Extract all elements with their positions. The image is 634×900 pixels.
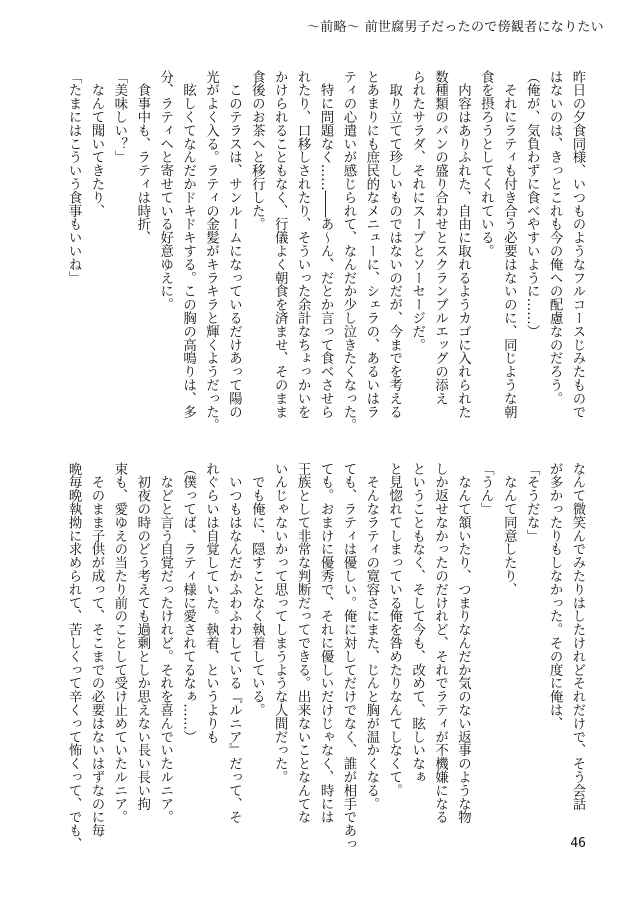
text-line: 昨日の夕食同様、いつものようなフルコースじみたもので: [570, 70, 585, 419]
text-line: れぐらいは自覚していた。執着、というよりも: [203, 462, 219, 744]
text-line: 「そうだな」: [524, 462, 540, 543]
text-line: それにラティも付き合う必要はないのに、同じような朝: [501, 70, 517, 419]
text-line: 分、ラティへと寄せている好意ゆえに。: [157, 70, 173, 312]
text-line: ても。おまけに優秀で、それに優しいだけじゃなく、時には: [318, 462, 334, 824]
text-line: 初夜の時のどう考えても過剰としか思えない長い長い拘: [134, 462, 150, 811]
text-line: なんて聞いてきたり、: [88, 70, 104, 218]
page-number: 46: [570, 836, 586, 851]
upper-text-block: [66, 70, 588, 432]
text-line: なんて微笑んでみたりはしたけれどそれだけで、そう会話: [570, 462, 585, 811]
text-line: いつもはなんだかふわふわしている『ルニア』だって、そ: [226, 462, 242, 824]
text-line: 数種類のパンの盛り合わせとスクランブルエッグの添え: [432, 70, 448, 405]
text-line: 王族として非常な判断だってできる。出来ないことなんてな: [295, 462, 311, 824]
text-line: かけられることもなく、行儀よく朝食を済ませ、そのまま: [272, 70, 288, 419]
text-line: 内容はありふれた、自由に取れるようカゴに入れられた: [455, 70, 471, 419]
text-line: と見惚れてしまっている俺を咎めたりなんてしなくて。: [386, 462, 402, 797]
text-line: いんじゃないかって思ってしまうような人間だった。: [272, 462, 288, 784]
text-line: はないのは、きっとこれも今の俺への配慮なのだろう。: [547, 70, 563, 405]
text-line: （僕ってば、ラティ様に愛されてるなぁ……）: [180, 462, 196, 744]
text-line: 食後のお茶へと移行した。: [249, 70, 265, 231]
text-line: とあまりにも庶民的なメニューに、シェラの、あるいはラ: [363, 70, 379, 419]
text-line: 「美味しい？」: [111, 70, 127, 164]
text-line: 光がよく入る。ラティの金髪がキラキラと輝くようだった。: [203, 70, 219, 432]
text-line: そんなラティの寛容さにまた、じんと胸が温かくなる。: [363, 462, 379, 811]
text-line: られたサラダ、それにスープとソーセージだ。: [409, 70, 425, 352]
text-line: ても、ラティは優しい。俺に対してだけでなく、誰が相手であっ: [340, 462, 356, 851]
text-line: そのまま子供が成って、そこまでの必要はないはずなのに毎: [88, 462, 104, 838]
text-line: 取り立てて珍しいものではないのだが、今までを考える: [386, 70, 402, 419]
text-line: が多かったりもしなかった。その度に俺は、: [547, 462, 563, 730]
text-line: れたり、口移しされたり、そういった余計なちょっかいを: [295, 70, 311, 419]
text-line: 「たまにはこういう食事もいいね」: [66, 70, 82, 285]
text-line: 晩毎晩執拗に求められて、苦しくって辛くって怖くって、でも、: [66, 462, 82, 851]
text-line: などと言う自覚だったけれど。それを喜んでいたルニア。: [157, 462, 173, 824]
text-line: しか返せなかったのだけれど、それでラティが不機嫌になる: [432, 462, 448, 824]
text-line: なんて同意したり、: [501, 462, 517, 596]
text-line: 特に問題なく……――あ～ん、だとか言って食べさせら: [318, 70, 334, 419]
text-line: なんて頷いたり、つまりなんだか気のない返事のような物: [455, 462, 471, 824]
text-line: ということもなく、そして今も、改めて、眩しいなぁ: [409, 462, 425, 784]
running-header: ～前略～ 前世腐男子だったので傍観者になりたい: [306, 20, 604, 35]
text-line: 食を摂ろうとしてくれている。: [478, 70, 494, 258]
text-line: ティの心遣いが感じられて、なんだか少し泣きたくなった。: [340, 70, 356, 432]
text-line: このテラスは、サンルームになっているだけあって陽の: [226, 70, 242, 419]
text-line: 束も、愛ゆえの当たり前のことして受け止めていたルニア。: [111, 462, 127, 824]
text-line: でも俺に、隠すことなく執着している。: [249, 462, 265, 717]
text-line: （俺が、気負わずに食べやすいように……）: [524, 70, 540, 338]
text-line: 食事中も、ラティは時折、: [134, 70, 150, 245]
text-line: 眩しくてなんだかドキドキする。この胸の高鳴りは、多: [180, 70, 196, 419]
text-line: 「うん」: [478, 462, 494, 516]
